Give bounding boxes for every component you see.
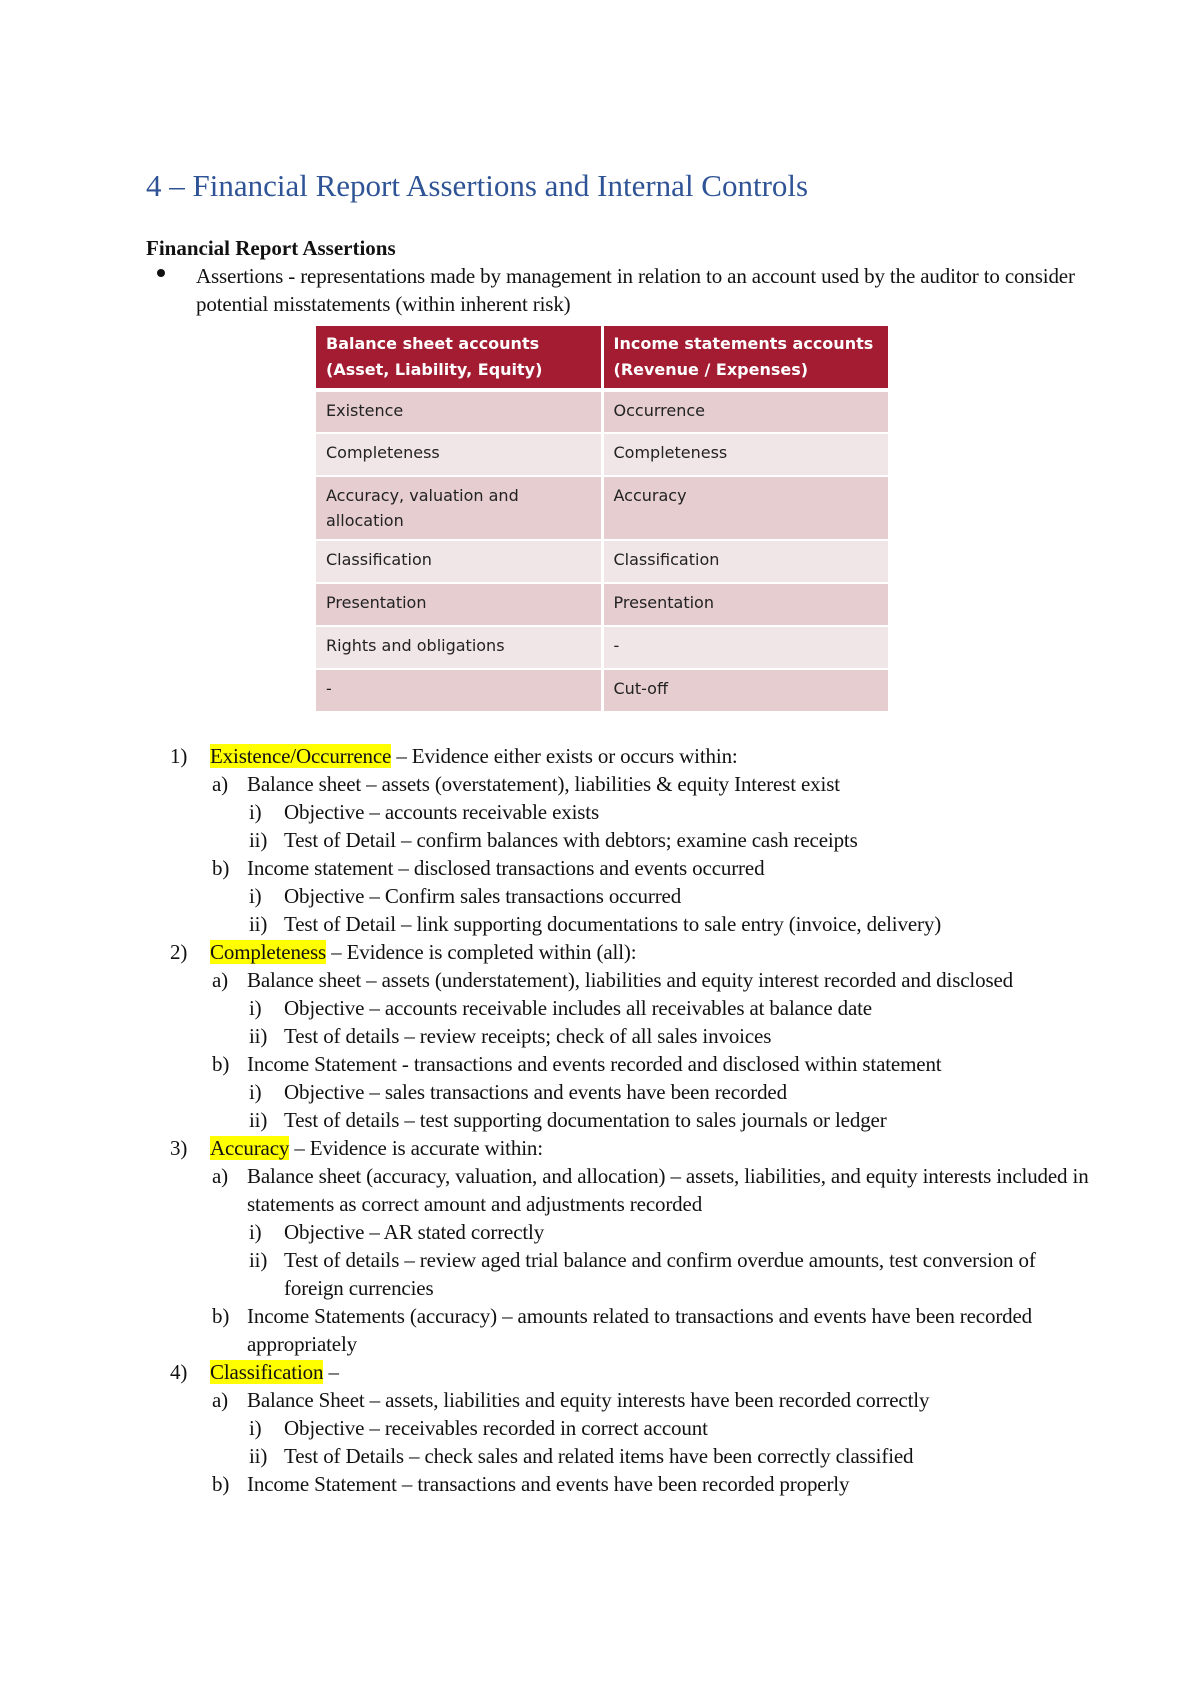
subitem-text: Income Statement - transactions and events recorded and disclosed within statement xyxy=(247,1052,942,1076)
list-subsubitem xyxy=(170,1218,1090,1246)
list-subitem xyxy=(170,1470,1090,1498)
table-row xyxy=(316,476,888,540)
list-roman: ii) xyxy=(249,1024,268,1048)
assertions-table xyxy=(316,326,888,713)
list-subsubitem xyxy=(170,994,1090,1022)
subsubitem-text: Objective – AR stated correctly xyxy=(284,1220,545,1244)
subsubitem-text: Objective – Confirm sales transactions occurred xyxy=(284,884,682,908)
table-cell: Completeness xyxy=(316,433,602,476)
table-cell: Completeness xyxy=(602,433,888,476)
list-subsubitem xyxy=(170,1442,1090,1470)
subsubitem-text: Test of Detail – link supporting documentations to sale entry (invoice, delivery) xyxy=(284,912,942,936)
list-subitem xyxy=(170,1386,1090,1414)
highlighted-term: Completeness xyxy=(210,940,327,964)
subsubitem-text: Objective – accounts receivable exists xyxy=(284,800,600,824)
subitem-text: Balance Sheet – assets, liabilities and equity interests have been recorded correctly xyxy=(247,1388,930,1412)
highlighted-term: Existence/Occurrence xyxy=(210,744,392,768)
list-letter: a) xyxy=(212,1388,229,1412)
list-subsubitem xyxy=(170,798,1090,826)
list-letter: b) xyxy=(212,1472,230,1496)
subsubitem-text: Objective – receivables recorded in correct account xyxy=(284,1416,708,1440)
list-number: 3) xyxy=(170,1136,188,1160)
highlighted-term: Accuracy xyxy=(210,1136,290,1160)
list-roman: ii) xyxy=(249,1444,268,1468)
list-roman: ii) xyxy=(249,1248,268,1272)
list-number: 2) xyxy=(170,940,188,964)
list-subsubitem xyxy=(170,1246,1090,1302)
section-heading: Financial Report Assertions xyxy=(146,236,396,260)
table-cell: Presentation xyxy=(316,583,602,626)
table-cell: - xyxy=(316,669,602,712)
table-cell: Cut-off xyxy=(602,669,888,712)
list-item xyxy=(170,1134,1090,1162)
highlighted-term: Classification xyxy=(210,1360,324,1384)
table-cell: Accuracy, valuation and allocation xyxy=(316,476,602,540)
table-cell: Presentation xyxy=(602,583,888,626)
subitem-text: Income Statement – transactions and events have been recorded properly xyxy=(247,1472,850,1496)
list-letter: b) xyxy=(212,1052,230,1076)
list-letter: b) xyxy=(212,1304,230,1328)
list-letter: a) xyxy=(212,772,229,796)
subitem-text: Income Statements (accuracy) – amounts related to transactions and events have been recorded appropriately xyxy=(247,1304,1033,1356)
list-subitem xyxy=(170,770,1090,798)
page-title: 4 – Financial Report Assertions and Internal Controls xyxy=(146,168,809,203)
table-cell: Existence xyxy=(316,390,602,433)
bullet-text: Assertions - representations made by management in relation to an account used by the auditor to consider potential misstatements (within inherent risk) xyxy=(196,264,1075,316)
list-roman: ii) xyxy=(249,828,268,852)
subsubitem-text: Objective – accounts receivable includes all receivables at balance date xyxy=(284,996,872,1020)
table-row xyxy=(316,669,888,712)
subsubitem-text: Objective – sales transactions and events have been recorded xyxy=(284,1080,787,1104)
item-description: – xyxy=(323,1360,339,1384)
table-cell: Classification xyxy=(602,540,888,583)
table-row xyxy=(316,433,888,476)
list-roman: ii) xyxy=(249,1108,268,1132)
list-subsubitem xyxy=(170,1106,1090,1134)
list-item xyxy=(170,938,1090,966)
subitem-text: Income statement – disclosed transactions and events occurred xyxy=(247,856,765,880)
subsubitem-text: Test of details – review receipts; check of all sales invoices xyxy=(284,1024,772,1048)
list-item xyxy=(170,742,1090,770)
table-row xyxy=(316,540,888,583)
subsubitem-text: Test of details – test supporting documentation to sales journals or ledger xyxy=(284,1108,887,1132)
list-roman: ii) xyxy=(249,912,268,936)
list-letter: a) xyxy=(212,968,229,992)
table-cell: Rights and obligations xyxy=(316,626,602,669)
list-subitem xyxy=(170,966,1090,994)
list-item xyxy=(170,1358,1090,1386)
list-roman: i) xyxy=(249,1416,262,1440)
subitem-text: Balance sheet – assets (understatement), liabilities and equity interest recorded and disclosed xyxy=(247,968,1013,992)
list-subitem xyxy=(170,1050,1090,1078)
list-number: 1) xyxy=(170,744,188,768)
table-header-row xyxy=(316,326,888,390)
list-number: 4) xyxy=(170,1360,188,1384)
list-roman: i) xyxy=(249,884,262,908)
item-description: – Evidence is accurate within: xyxy=(289,1136,543,1160)
subitem-text: Balance sheet (accuracy, valuation, and allocation) – assets, liabilities, and equity interests included in statements as correct amount and adjustments recorded xyxy=(247,1164,1089,1216)
table-row xyxy=(316,390,888,433)
list-roman: i) xyxy=(249,1080,262,1104)
subsubitem-text: Test of Details – check sales and related items have been correctly classified xyxy=(284,1444,914,1468)
assertions-outline xyxy=(170,742,1090,1498)
subitem-text: Balance sheet – assets (overstatement), liabilities & equity Interest exist xyxy=(247,772,840,796)
list-subsubitem xyxy=(170,1022,1090,1050)
list-roman: i) xyxy=(249,800,262,824)
table-cell: - xyxy=(602,626,888,669)
list-subitem xyxy=(170,854,1090,882)
header-income-statement: Income statements accounts (Revenue / Expenses) xyxy=(602,326,888,390)
table-cell: Classification xyxy=(316,540,602,583)
table-cell: Accuracy xyxy=(602,476,888,540)
item-description: – Evidence is completed within (all): xyxy=(326,940,637,964)
list-subsubitem xyxy=(170,1414,1090,1442)
table-row xyxy=(316,626,888,669)
list-subsubitem xyxy=(170,882,1090,910)
list-roman: i) xyxy=(249,1220,262,1244)
list-subitem xyxy=(170,1162,1090,1218)
list-letter: a) xyxy=(212,1164,229,1188)
header-balance-sheet: Balance sheet accounts (Asset, Liability, Equity) xyxy=(316,326,602,390)
list-subsubitem xyxy=(170,910,1090,938)
subsubitem-text: Test of details – review aged trial balance and confirm overdue amounts, test conversion of foreign currencies xyxy=(284,1248,1036,1300)
list-letter: b) xyxy=(212,856,230,880)
table-row xyxy=(316,583,888,626)
item-description: – Evidence either exists or occurs within: xyxy=(391,744,738,768)
list-roman: i) xyxy=(249,996,262,1020)
bullet-dot-icon xyxy=(157,269,165,277)
list-subitem xyxy=(170,1302,1090,1358)
table-cell: Occurrence xyxy=(602,390,888,433)
list-subsubitem xyxy=(170,826,1090,854)
list-subsubitem xyxy=(170,1078,1090,1106)
subsubitem-text: Test of Detail – confirm balances with debtors; examine cash receipts xyxy=(284,828,858,852)
